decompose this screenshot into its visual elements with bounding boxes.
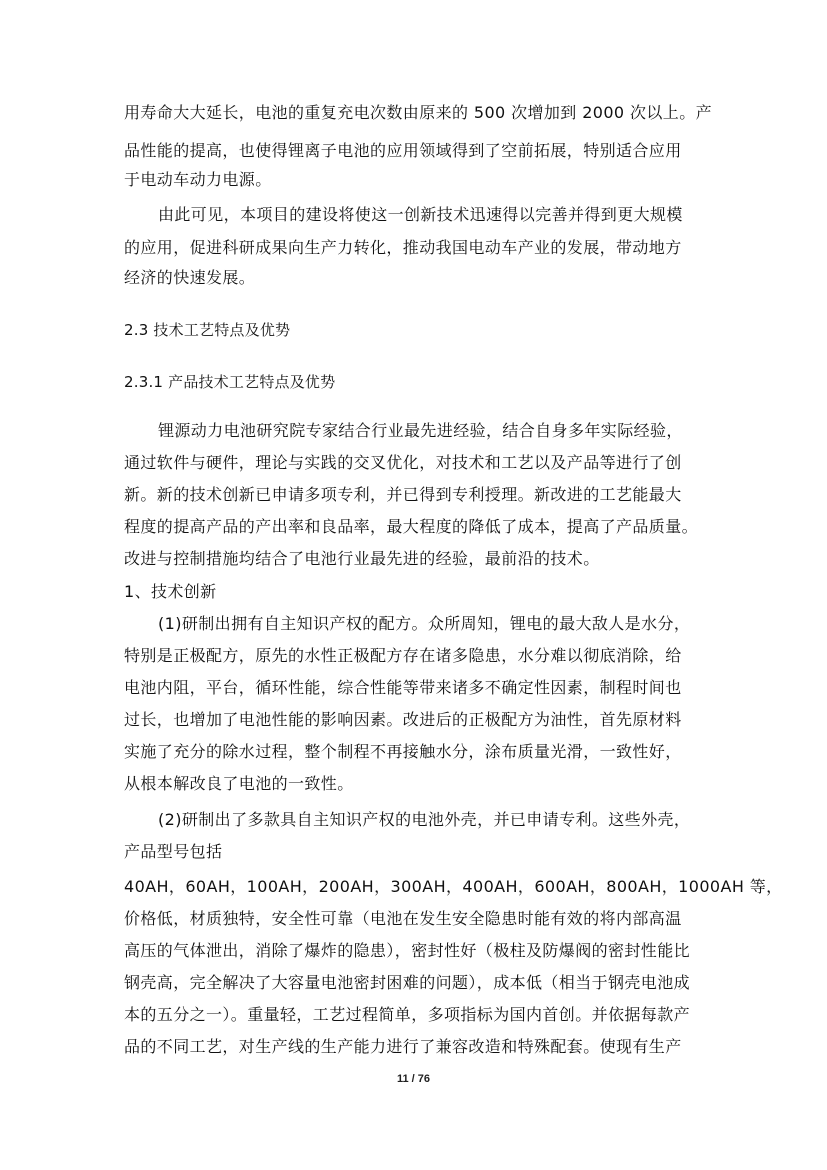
paragraph-line: 程度的提高产品的产出率和良品率，最大程度的降低了成本，提高了产品质量。 <box>124 517 699 536</box>
paragraph-line: 40AH，60AH，100AH，200AH，300AH，400AH，600AH，800AH，1000AH 等， <box>124 877 783 896</box>
section-heading: 2.3 技术工艺特点及优势 <box>124 321 291 339</box>
paragraph-line: 的应用，促进科研成果向生产力转化，推动我国电动车产业的发展，带动地方 <box>124 238 682 257</box>
paragraph-line: 于电动车动力电源。 <box>124 170 272 189</box>
list-heading: 1、技术创新 <box>124 582 217 601</box>
paragraph-line: 过长，也增加了电池性能的影响因素。改进后的正极配方为油性，首先原材料 <box>124 710 682 729</box>
paragraph-line: 经济的快速发展。 <box>124 268 256 287</box>
paragraph-line: 由此可见，本项目的建设将使这一创新技术迅速得以完善并得到更大规模 <box>158 205 683 224</box>
paragraph-line: 电池内阻，平台，循环性能，综合性能等带来诸多不确定性因素，制程时间也 <box>124 678 682 697</box>
paragraph-line: 品性能的提高，也使得锂离子电池的应用领域得到了空前拓展，特别适合应用 <box>124 141 682 160</box>
paragraph-line: 实施了充分的除水过程，整个制程不再接触水分，涂布质量光滑，一致性好， <box>124 742 682 761</box>
paragraph-line: 本的五分之一）。重量轻，工艺过程简单，多项指标为国内首创。并依据每款产 <box>124 1005 691 1024</box>
paragraph-line: 新。新的技术创新已申请多项专利，并已得到专利授理。新改进的工艺能最大 <box>124 485 682 504</box>
paragraph-line: 品的不同工艺，对生产线的生产能力进行了兼容改造和特殊配套。使现有生产 <box>124 1037 682 1056</box>
paragraph-line: 钢壳高，完全解决了大容量电池密封困难的问题），成本低（相当于钢壳电池成 <box>124 973 691 992</box>
paragraph-line: 通过软件与硬件，理论与实践的交叉优化，对技术和工艺以及产品等进行了创 <box>124 453 682 472</box>
paragraph-line: 高压的气体泄出，消除了爆炸的隐患），密封性好（极柱及防爆阀的密封性能比 <box>124 941 691 960</box>
paragraph-line: (1)研制出拥有自主知识产权的配方。众所周知，锂电的最大敌人是水分， <box>158 614 691 633</box>
paragraph-line: 从根本解改良了电池的一致性。 <box>124 774 354 793</box>
paragraph-line: 改进与控制措施均结合了电池行业最先进的经验，最前沿的技术。 <box>124 549 600 568</box>
paragraph-line: 产品型号包括 <box>124 842 223 861</box>
page-number: 11 / 76 <box>396 1073 431 1085</box>
paragraph-line: 价格低，材质独特，安全性可靠（电池在发生安全隐患时能有效的将内部高温 <box>124 909 682 928</box>
paragraph-line: (2)研制出了多款具自主知识产权的电池外壳，并已申请专利。这些外壳， <box>158 810 691 829</box>
paragraph-line: 用寿命大大延长，电池的重复充电次数由原来的 500 次增加到 2000 次以上。产 <box>124 103 713 122</box>
paragraph-line: 锂源动力电池研究院专家结合行业最先进经验，结合自身多年实际经验， <box>158 421 683 440</box>
subsection-heading: 2.3.1 产品技术工艺特点及优势 <box>124 373 336 391</box>
paragraph-line: 特别是正极配方，原先的水性正极配方存在诸多隐患，水分难以彻底消除，给 <box>124 646 682 665</box>
